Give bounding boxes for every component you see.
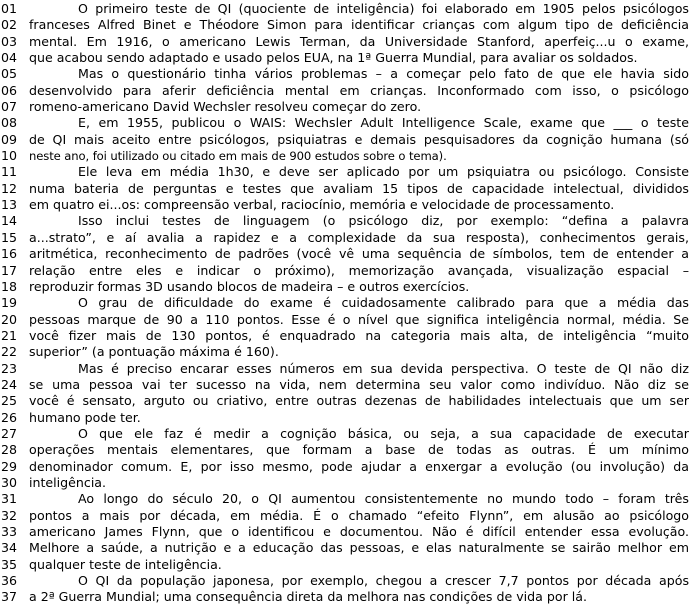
line-text: desenvolvido para aferir deficiência mental em crianças. Inconformado com isso, o psicólogo <box>29 82 689 98</box>
line-text: pessoas marque de 90 a 110 pontos. Esse é o nível que significa inteligência normal, média. Se <box>29 311 689 327</box>
text-line <box>0 34 699 50</box>
line-number: 35 <box>1 556 18 572</box>
line-number: 28 <box>1 442 18 458</box>
text-line <box>0 295 699 311</box>
text-line <box>0 475 699 491</box>
line-text: O primeiro teste de QI (quociente de inteligência) foi elaborado em 1905 pelos psicólogos <box>78 1 689 16</box>
text-line <box>0 540 699 556</box>
line-number: 34 <box>1 540 18 556</box>
line-text: E, em 1955, publicou o WAIS: Wechsler Adult Intelligence Scale, exame que ___ o teste <box>78 115 689 131</box>
text-line <box>0 377 699 393</box>
line-text: pontos a mais por década, em média. É o chamado “efeito Flynn”, em alusão ao psicólogo <box>29 507 689 523</box>
text-line <box>0 1 699 17</box>
line-number: 01 <box>1 1 18 16</box>
text-line <box>0 410 699 426</box>
text-line <box>0 393 699 409</box>
line-number: 12 <box>1 180 18 196</box>
text-line <box>0 426 699 442</box>
text-line <box>0 524 699 540</box>
line-text: aritmética, reconhecimento de padrões (você vê uma sequência de símbolos, tem de entender a <box>29 246 689 262</box>
line-text: O que ele faz é medir a cognição básica, ou seja, a sua capacidade de executar <box>78 425 689 441</box>
line-number: 29 <box>1 458 18 474</box>
text-line <box>0 442 699 458</box>
line-number: 11 <box>1 164 18 180</box>
text-line <box>0 17 699 33</box>
text-line <box>0 132 699 148</box>
line-text: denominador comum. E, por isso mesmo, pode ajudar a enxergar a evolução (ou involução) da <box>29 458 689 474</box>
line-number: 16 <box>1 246 18 262</box>
line-text: Melhore a saúde, a nutrição e a educação das pessoas, e elas naturalmente se sairão melhor em <box>29 540 689 556</box>
line-number: 36 <box>1 573 18 589</box>
line-text: Isso inclui testes de linguagem (o psicólogo diz, por exemplo: “defina a palavra <box>78 213 689 229</box>
line-text: inteligência. <box>29 474 107 490</box>
line-number: 18 <box>1 278 18 294</box>
line-number: 03 <box>1 33 18 49</box>
line-number: 32 <box>1 507 18 523</box>
line-number: 08 <box>1 115 18 131</box>
text-line <box>0 83 699 99</box>
line-number: 33 <box>1 524 18 539</box>
line-text: você fizer mais de 130 pontos, é enquadrado na categoria mais alta, de inteligência “muito <box>29 327 689 343</box>
line-text: de QI mais aceito entre psicólogos, psiquiatras e demais pesquisadores da cognição humana (só <box>29 131 689 147</box>
line-text: qualquer teste de inteligência. <box>29 556 222 572</box>
line-text: superior” (a pontuação máxima é 160). <box>29 344 279 360</box>
line-number: 26 <box>1 409 18 425</box>
text-line <box>0 589 699 605</box>
line-number: 07 <box>1 99 18 115</box>
line-text: numa bateria de perguntas e testes que avaliam 15 tipos de capacidade intelectual, divididos <box>29 180 689 196</box>
line-text: você é sensato, arguto ou criativo, entre outras dezenas de habilidades intelectuais que um ser <box>29 393 689 409</box>
line-number: 13 <box>1 197 18 213</box>
line-text: a 2ª Guerra Mundial; uma consequência direta da melhora nas condições de vida por lá. <box>29 589 587 605</box>
line-text: Mas é preciso encarar esses números em sua devida perspectiva. O teste de QI não diz <box>78 360 689 376</box>
text-line <box>0 557 699 573</box>
line-number: 14 <box>1 213 18 229</box>
text-line <box>0 99 699 115</box>
text-line <box>0 213 699 229</box>
line-number: 09 <box>1 131 18 147</box>
line-text: Ao longo do século 20, o QI aumentou consistentemente no mundo todo – foram três <box>78 491 689 507</box>
text-line <box>0 246 699 262</box>
text-line <box>0 312 699 328</box>
line-text: que acabou sendo adaptado e usado pelos EUA, na 1ª Guerra Mundial, para avaliar os soldados. <box>29 50 638 66</box>
text-line <box>0 459 699 475</box>
line-text: operações mentais elementares, que formam a base de todas as outras. É um mínimo <box>29 442 689 458</box>
line-number: 22 <box>1 344 18 360</box>
text-line <box>0 328 699 344</box>
line-number: 04 <box>1 50 18 66</box>
text-line <box>0 508 699 524</box>
line-text: americano James Flynn, que o identificou e documentou. Não é difícil entender essa evolução. <box>29 524 689 539</box>
line-text: romeno-americano David Wechsler resolveu começar do zero. <box>29 99 422 115</box>
line-number: 23 <box>1 360 18 376</box>
text-line <box>0 50 699 66</box>
line-text: reproduzir formas 3D usando blocos de madeira – e outros exercícios. <box>29 278 470 294</box>
line-number: 06 <box>1 82 18 98</box>
line-text: relação entre eles e indicar o próximo), memorização avançada, visualização espacial – <box>29 262 689 278</box>
text-line <box>0 115 699 131</box>
line-number: 25 <box>1 393 18 409</box>
text-line <box>0 263 699 279</box>
line-number: 15 <box>1 229 18 245</box>
line-text: Mas o questionário tinha vários problemas – a começar pelo fato de que ele havia sido <box>78 66 689 82</box>
text-line <box>0 279 699 295</box>
line-number: 30 <box>1 474 18 490</box>
line-number: 24 <box>1 376 18 392</box>
text-line <box>0 148 699 164</box>
text-line <box>0 181 699 197</box>
line-number: 21 <box>1 327 18 343</box>
text-line <box>0 164 699 180</box>
line-text: humano pode ter. <box>29 409 141 425</box>
text-line <box>0 230 699 246</box>
text-line <box>0 491 699 507</box>
text-line <box>0 344 699 360</box>
line-number: 31 <box>1 491 18 507</box>
line-text: a...strato”, e aí avalia a rapidez e a complexidade da sua resposta), conhecimentos gerais, <box>29 229 689 245</box>
line-text: O QI da população japonesa, por exemplo, chegou a crescer 7,7 pontos por década após <box>78 573 689 589</box>
line-text: em quatro ei...os: compreensão verbal, raciocínio, memória e velocidade de processamento. <box>29 197 615 213</box>
line-number: 27 <box>1 425 18 441</box>
line-text: se uma pessoa vai ter sucesso na vida, nem determina seu valor como indivíduo. Não diz se <box>29 376 689 392</box>
line-text: O grau de dificuldade do exame é cuidadosamente calibrado para que a média das <box>78 295 689 311</box>
text-line <box>0 573 699 589</box>
line-number: 17 <box>1 262 18 278</box>
line-number: 20 <box>1 311 18 327</box>
line-number: 10 <box>1 148 18 164</box>
line-text: mental. Em 1916, o americano Lewis Terman, da Universidade Stanford, aperfeiç...u o exame, <box>29 33 689 49</box>
text-line <box>0 361 699 377</box>
line-number: 02 <box>1 17 18 33</box>
text-line <box>0 66 699 82</box>
line-text: franceses Alfred Binet e Théodore Simon para identificar crianças com algum tipo de deficiência <box>29 17 689 33</box>
line-text: neste ano, foi utilizado ou citado em mais de 900 estudos sobre o tema). <box>29 149 447 164</box>
line-number: 05 <box>1 66 18 82</box>
line-number: 37 <box>1 589 18 605</box>
text-line <box>0 197 699 213</box>
line-number: 19 <box>1 295 18 311</box>
line-text: Ele leva em média 1h30, e deve ser aplicado por um psiquiatra ou psicólogo. Consiste <box>78 164 689 180</box>
